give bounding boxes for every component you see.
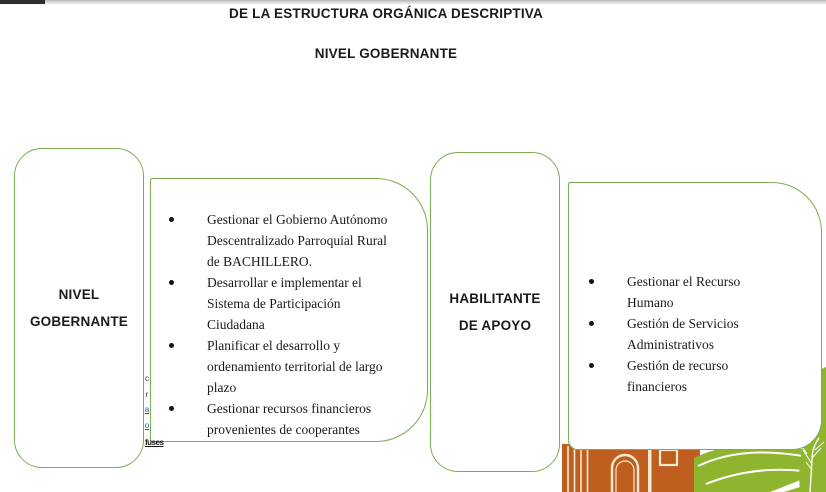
bullet-icon	[169, 406, 174, 411]
bullet-icon	[589, 279, 594, 284]
edge-letter: c	[145, 374, 149, 383]
list-item	[587, 271, 783, 313]
page-subtitle: NIVEL GOBERNANTE	[314, 46, 458, 61]
edge-letter: r	[145, 389, 149, 399]
nivel-gobernante-box	[14, 148, 144, 468]
page-title: DE LA ESTRUCTURA ORGÁNICA DESCRIPTIVA	[229, 6, 543, 21]
list-item-text: Gestionar el Gobierno Autónomo Descentralizado Parroquial Rural de BACHILLERO.	[207, 212, 388, 269]
list-item-text: Desarrollar e implementar el Sistema de Participación Ciudadana	[207, 275, 362, 332]
list-item	[167, 209, 391, 272]
edge-letter-link[interactable]: o	[144, 420, 150, 430]
list-item-text: Gestión de recurso financieros	[627, 358, 729, 394]
nivel-gobernante-label: NIVEL GOBERNANTE	[29, 287, 128, 329]
list-item	[167, 335, 391, 398]
governing-functions-list	[167, 209, 391, 440]
list-item-text: Planificar el desarrollo y ordenamiento territorial de largo plazo	[207, 338, 383, 395]
list-item	[167, 398, 391, 440]
list-item-text: Gestionar el Recurso Humano	[627, 274, 741, 310]
habilitante-apoyo-label: HABILITANTE DE APOYO	[449, 291, 541, 333]
list-item-text: Gestión de Servicios Administrativos	[627, 316, 739, 352]
support-functions-list	[587, 271, 783, 397]
list-item	[167, 272, 391, 335]
list-item	[587, 355, 783, 397]
governing-functions-box	[150, 178, 428, 442]
top-left-dark-bar	[0, 0, 45, 4]
edge-letter-link[interactable]: a	[144, 405, 150, 414]
habilitante-apoyo-box	[430, 152, 560, 472]
list-item	[587, 313, 783, 355]
list-item-text: Gestionar recursos financieros provenientes de cooperantes	[207, 401, 372, 437]
bullet-icon	[589, 363, 594, 368]
compressed-edge-text	[141, 371, 153, 433]
bullet-icon	[169, 343, 174, 348]
bullet-icon	[589, 321, 594, 326]
support-functions-box	[568, 182, 822, 450]
footnote-artifact-text: fuses	[145, 438, 164, 447]
bullet-icon	[169, 280, 174, 285]
page-edge-shadow	[0, 0, 826, 5]
bullet-icon	[169, 217, 174, 222]
